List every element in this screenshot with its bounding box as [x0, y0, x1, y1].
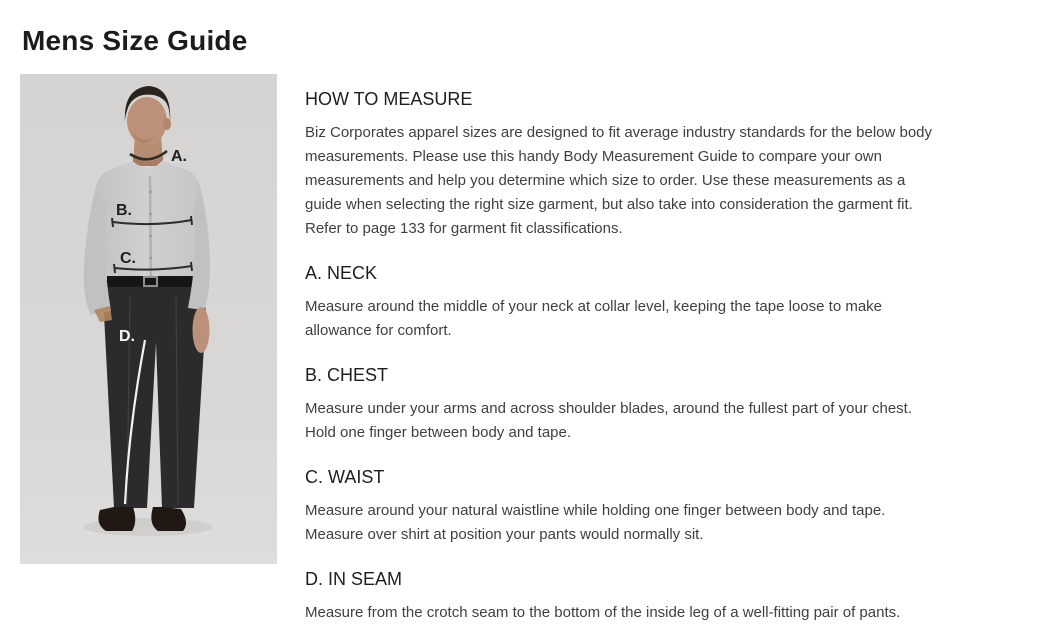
measurement-figure-illustration — [20, 74, 277, 564]
how-to-measure-body: Biz Corporates apparel sizes are designed to fit average industry standards for the below body measurements. Please use this handy Body Measurement Guide to compare your own measurements and help you determine which size to order. Use these measurements as a guide when selecting the right size garment, but also take into consideration the garment fit. Refer to page 133 for garment fit classifications. — [305, 124, 933, 237]
chest-heading: B. CHEST — [305, 365, 389, 385]
instructions-column — [305, 74, 939, 625]
label-waist: C. — [120, 250, 136, 267]
how-to-measure-heading: HOW TO MEASURE — [305, 89, 473, 109]
neck-body: Measure around the middle of your neck at collar level, keeping the tape loose to make allowance for comfort. — [305, 298, 883, 339]
inseam-body: Measure from the crotch seam to the bottom of the inside leg of a well-fitting pair of pants. — [305, 604, 901, 621]
shoe-left — [98, 507, 135, 531]
chest-body: Measure under your arms and across shoulder blades, around the fullest part of your chest. Hold one finger between body and tape. — [305, 400, 912, 441]
label-neck: A. — [171, 148, 187, 165]
page-title: Mens Size Guide — [22, 24, 248, 56]
label-inseam: D. — [119, 328, 135, 345]
label-chest: B. — [116, 202, 132, 219]
inseam-heading: D. IN SEAM — [305, 569, 403, 589]
waist-body: Measure around your natural waistline while holding one finger between body and tape. Measure over shirt at position your pants would normally sit. — [305, 502, 886, 543]
waist-heading: C. WAIST — [305, 467, 385, 487]
ear — [163, 118, 171, 130]
neck-heading: A. NECK — [305, 263, 378, 283]
head — [127, 97, 167, 145]
size-guide-content — [20, 74, 939, 625]
shoe-right — [151, 507, 186, 531]
hand-right — [193, 307, 210, 353]
measurement-figure — [20, 74, 277, 564]
